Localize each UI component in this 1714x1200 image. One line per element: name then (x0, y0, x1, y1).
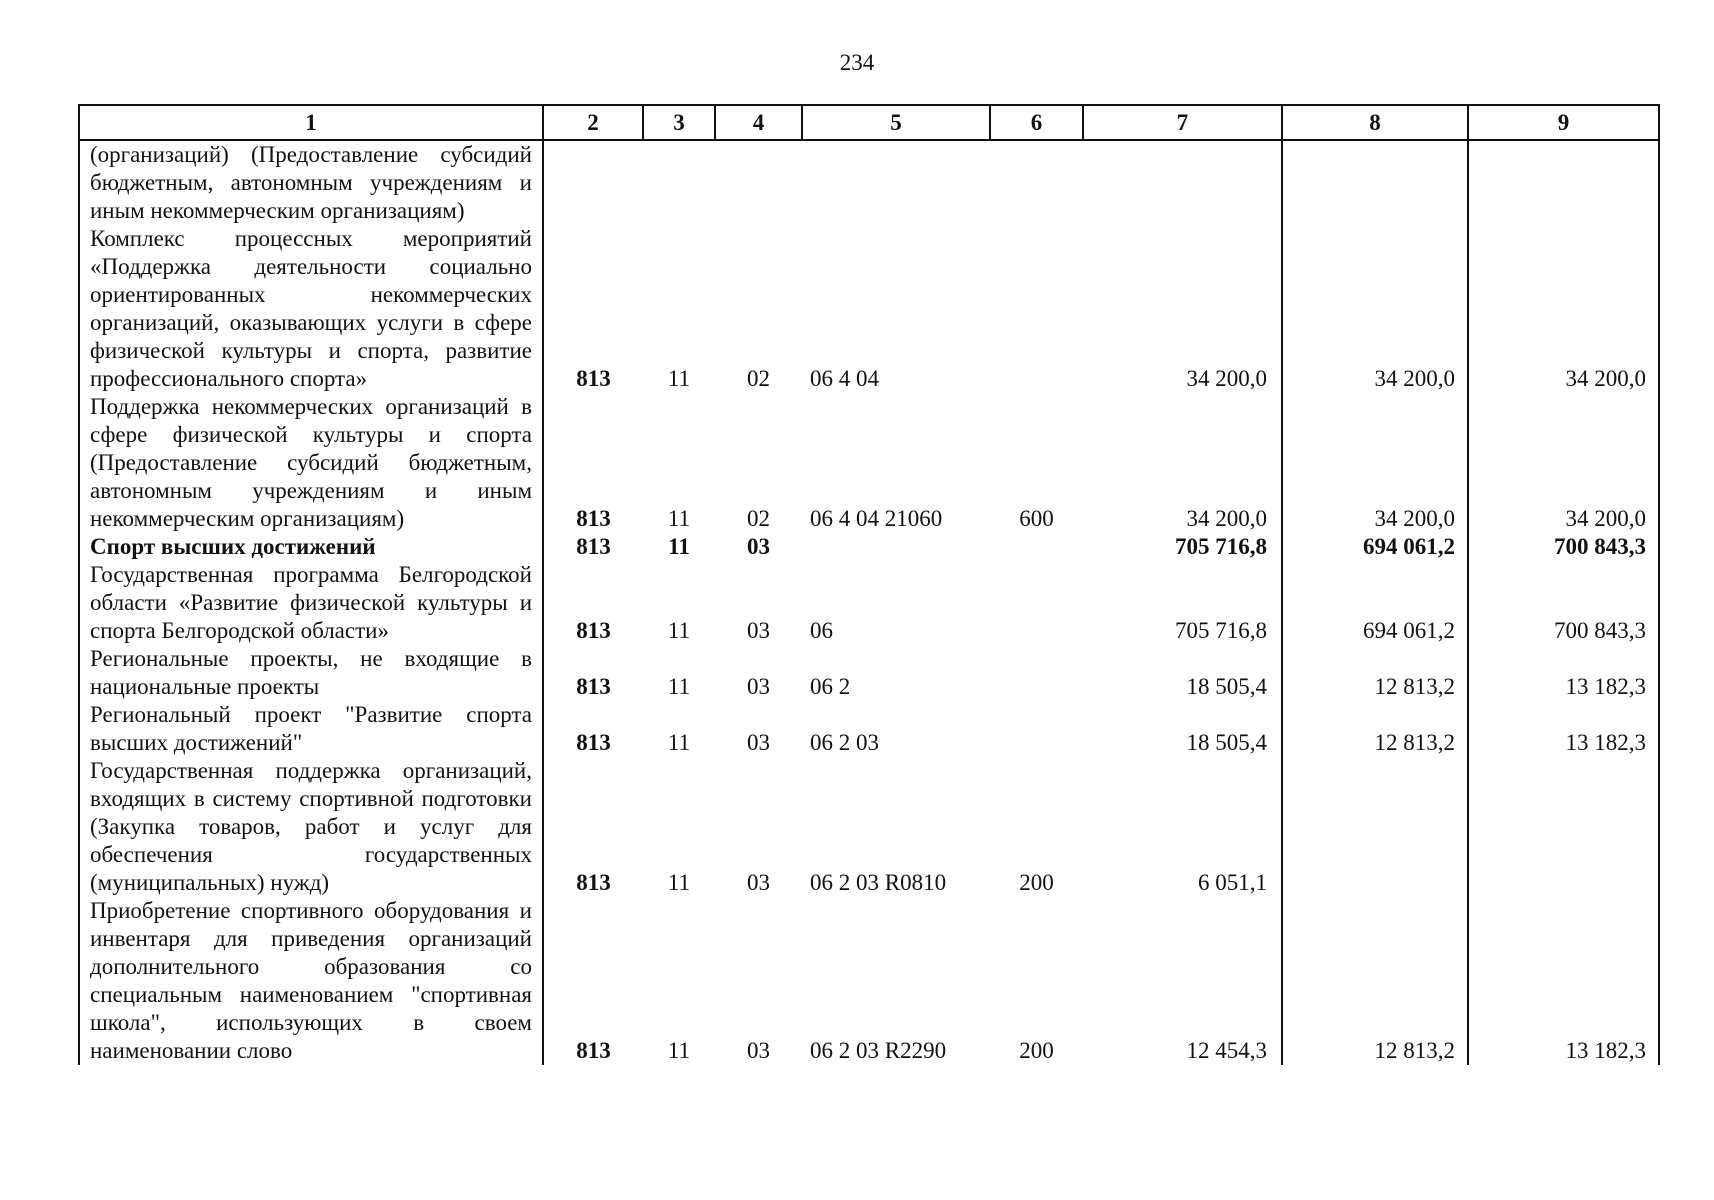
cell-9: 13 182,3 (1468, 645, 1659, 701)
cell-3: 11 (667, 870, 691, 895)
cell-9 (1468, 757, 1659, 897)
cell-9 (1468, 140, 1659, 225)
col-header-5: 5 (802, 105, 990, 140)
cell-8: 12 813,2 (1282, 645, 1468, 701)
cell-8: 34 200,0 (1282, 225, 1468, 393)
cell-5 (802, 533, 990, 561)
row-name: Поддержка некоммерческих организаций в сфере физической культуры и спорта (Предоставление субсидий бюджетным, автономным учреждениям и иным некоммерческим организациям) (79, 393, 543, 533)
col-header-4: 4 (715, 105, 802, 140)
cell-4: 03 (747, 1038, 770, 1063)
cell-8: 694 061,2 (1282, 561, 1468, 645)
cell-7: 705 716,8 (1083, 561, 1282, 645)
cell-5 (802, 140, 990, 225)
cell-7: 34 200,0 (1083, 393, 1282, 533)
cell-8: 34 200,0 (1282, 393, 1468, 533)
cell-9: 34 200,0 (1468, 393, 1659, 533)
table-row (79, 225, 1659, 393)
cell-9: 13 182,3 (1468, 897, 1659, 1065)
cell-3 (643, 140, 715, 225)
header-row (79, 105, 1659, 140)
col-header-9: 9 (1468, 105, 1659, 140)
cell-7: 18 505,4 (1083, 701, 1282, 757)
cell-6: 600 (1019, 506, 1054, 531)
cell-7: 18 505,4 (1083, 645, 1282, 701)
cell-2: 813 (576, 1038, 611, 1063)
cell-3: 11 (667, 674, 691, 699)
cell-3: 11 (667, 1038, 691, 1063)
cell-6: 200 (1019, 870, 1054, 895)
cell-4: 03 (747, 730, 770, 755)
cell-7: 12 454,3 (1083, 897, 1282, 1065)
cell-2: 813 (576, 506, 611, 531)
cell-6 (990, 225, 1083, 393)
cell-8: 694 061,2 (1282, 533, 1468, 561)
cell-4: 02 (747, 506, 770, 531)
table-row (79, 757, 1659, 897)
page-number: 234 (839, 50, 875, 75)
row-name: Приобретение спортивного оборудования и инвентаря для приведения организаций дополнительного образования со специальным наименованием "спортивная школа", использующих в своем наименовании слово (79, 897, 543, 1065)
cell-3: 11 (667, 730, 691, 755)
table-row (79, 645, 1659, 701)
cell-9: 700 843,3 (1468, 561, 1659, 645)
cell-5: 06 4 04 (810, 366, 879, 391)
cell-2: 813 (576, 366, 611, 391)
cell-2: 813 (576, 870, 611, 895)
cell-3: 11 (667, 366, 691, 391)
cell-2: 813 (576, 618, 611, 643)
cell-6: 200 (1019, 1038, 1054, 1063)
row-name: Комплекс процессных мероприятий «Поддержка деятельности социально ориентированных некоммерческих организаций, оказывающих услуги в сфере физической культуры и спорта, развитие профессионального спорта» (79, 225, 543, 393)
cell-6 (990, 645, 1083, 701)
col-header-2: 2 (543, 105, 643, 140)
cell-2: 813 (576, 534, 611, 559)
cell-5: 06 2 03 (810, 730, 879, 755)
cell-8: 12 813,2 (1282, 701, 1468, 757)
cell-6 (990, 701, 1083, 757)
cell-9: 34 200,0 (1468, 225, 1659, 393)
cell-9: 700 843,3 (1468, 533, 1659, 561)
cell-9: 13 182,3 (1468, 701, 1659, 757)
cell-4: 03 (747, 534, 770, 559)
cell-2 (543, 140, 643, 225)
cell-7: 34 200,0 (1083, 225, 1282, 393)
col-header-8: 8 (1282, 105, 1468, 140)
row-name: Региональный проект "Развитие спорта высших достижений" (79, 701, 543, 757)
budget-table (78, 104, 1660, 1065)
cell-8 (1282, 757, 1468, 897)
col-header-6: 6 (990, 105, 1083, 140)
cell-3: 11 (667, 618, 691, 643)
col-header-1: 1 (79, 105, 543, 140)
cell-6 (990, 561, 1083, 645)
cell-5: 06 2 03 R0810 (810, 870, 947, 895)
cell-4 (715, 140, 802, 225)
row-name: Государственная поддержка организаций, входящих в систему спортивной подготовки (Закупка товаров, работ и услуг для обеспечения государственных (муниципальных) нужд) (79, 757, 543, 897)
cell-3: 11 (668, 534, 690, 559)
cell-8 (1282, 140, 1468, 225)
cell-2: 813 (576, 674, 611, 699)
cell-3: 11 (667, 506, 691, 531)
row-name: Спорт высших достижений (79, 533, 543, 561)
col-header-3: 3 (643, 105, 715, 140)
cell-7: 705 716,8 (1083, 533, 1282, 561)
table-row (79, 533, 1659, 561)
cell-7: 6 051,1 (1083, 757, 1282, 897)
col-header-7: 7 (1083, 105, 1282, 140)
cell-4: 02 (747, 366, 770, 391)
cell-5: 06 2 03 R2290 (810, 1038, 947, 1063)
row-name: Государственная программа Белгородской области «Развитие физической культуры и спорта Белгородской области» (79, 561, 543, 645)
table-row (79, 140, 1659, 225)
cell-4: 03 (747, 870, 770, 895)
cell-6 (990, 140, 1083, 225)
cell-5: 06 4 04 21060 (810, 506, 943, 531)
cell-6 (990, 533, 1083, 561)
table-row (79, 561, 1659, 645)
table-row (79, 701, 1659, 757)
cell-4: 03 (747, 674, 770, 699)
cell-7 (1083, 140, 1282, 225)
table-row (79, 393, 1659, 533)
table-row (79, 897, 1659, 1065)
cell-5: 06 2 (810, 674, 851, 699)
cell-2: 813 (576, 730, 611, 755)
row-name: (организаций) (Предоставление субсидий бюджетным, автономным учреждениям и иным некоммерческим организациям) (79, 140, 543, 225)
cell-4: 03 (747, 618, 770, 643)
cell-8: 12 813,2 (1282, 897, 1468, 1065)
row-name: Региональные проекты, не входящие в национальные проекты (79, 645, 543, 701)
cell-5: 06 (810, 618, 833, 643)
